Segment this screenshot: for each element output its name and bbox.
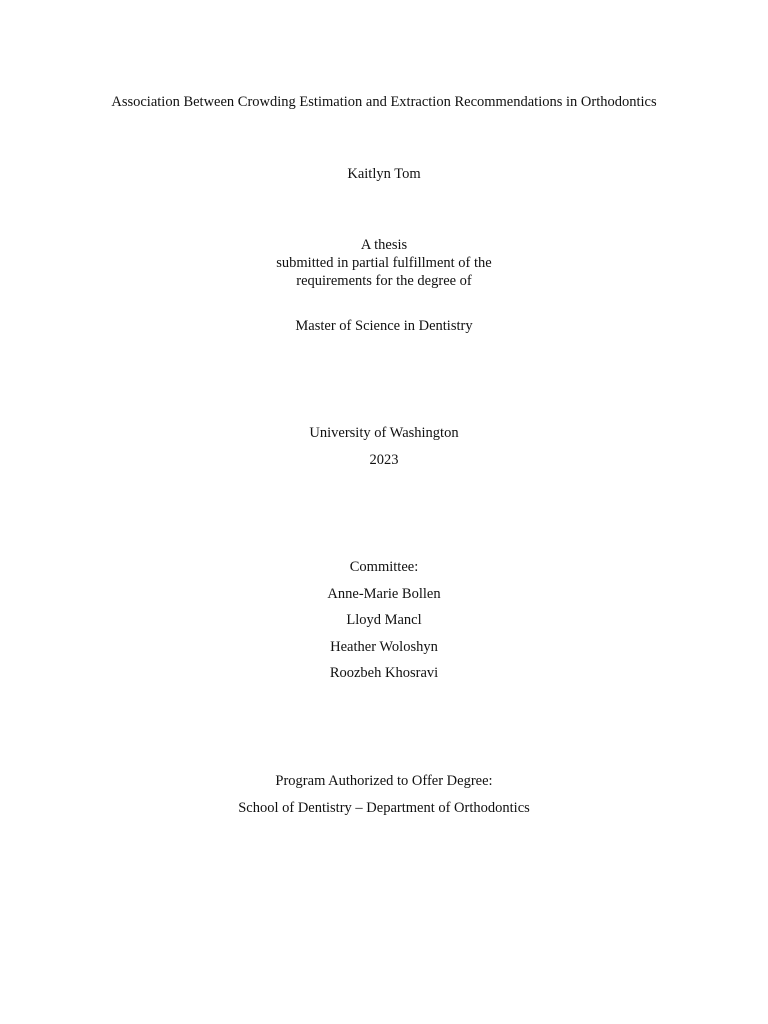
committee-member: Lloyd Mancl — [346, 612, 422, 628]
thesis-description-line-3: requirements for the degree of — [296, 273, 472, 289]
thesis-title: Association Between Crowding Estimation and Extraction Recommendations in Orthodontics — [111, 94, 657, 110]
committee-member: Roozbeh Khosravi — [329, 665, 439, 681]
committee-member: Heather Woloshyn — [330, 639, 438, 655]
author-name: Kaitlyn Tom — [347, 166, 421, 182]
thesis-description-line-1: A thesis — [360, 237, 408, 253]
degree-name: Master of Science in Dentistry — [295, 318, 473, 334]
committee-member: Anne-Marie Bollen — [327, 586, 441, 602]
university-name: University of Washington — [309, 425, 459, 441]
program-name: School of Dentistry – Department of Orthodontics — [238, 800, 530, 816]
thesis-description-line-2: submitted in partial fulfillment of the — [276, 255, 492, 271]
committee-heading: Committee: — [349, 559, 419, 575]
program-heading: Program Authorized to Offer Degree: — [275, 773, 493, 789]
year: 2023 — [369, 452, 399, 468]
